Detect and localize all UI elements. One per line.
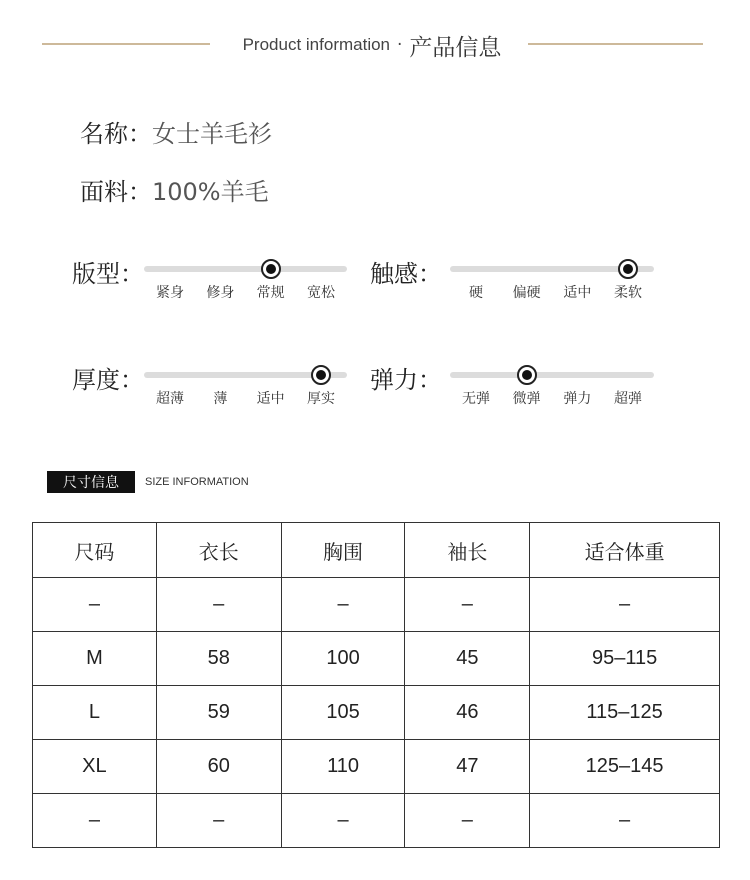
table-cell: 59 (156, 686, 281, 740)
slider-fit-option: 宽松 (307, 285, 335, 301)
table-row (33, 794, 720, 848)
header-rule-left (42, 43, 210, 45)
table-cell: 45 (405, 632, 530, 686)
size-table-header-row (33, 523, 720, 578)
slider-elasticity-option: 微弹 (512, 391, 541, 407)
slider-feel-option: 柔软 (614, 285, 642, 301)
size-table-header: 适合体重 (530, 523, 720, 578)
fabric-row (80, 172, 269, 207)
section-header (0, 28, 750, 68)
table-cell: L (33, 686, 157, 740)
slider-thickness (72, 360, 362, 420)
table-cell: – (156, 578, 281, 632)
product-name-row (80, 114, 272, 149)
slider-thickness-label: 厚度： (72, 366, 144, 394)
size-title-cn: 尺寸信息 (47, 471, 135, 493)
table-cell: 47 (405, 740, 530, 794)
slider-thickness-option: 厚实 (307, 391, 335, 407)
size-table-header: 胸围 (281, 523, 405, 578)
table-row (33, 632, 720, 686)
product-name-value: 女士羊毛衫 (152, 120, 272, 148)
header-title-cn: 产品信息 (409, 34, 502, 61)
table-cell: 115–125 (530, 686, 720, 740)
fabric-label: 面料： (80, 178, 152, 206)
table-cell: – (281, 578, 405, 632)
size-table-header: 衣长 (156, 523, 281, 578)
slider-thickness-option: 薄 (213, 391, 228, 407)
slider-thickness-option: 超薄 (156, 391, 184, 407)
slider-elasticity-option: 超弹 (614, 391, 642, 407)
table-cell: – (281, 794, 405, 848)
slider-fit (72, 254, 362, 314)
table-row (33, 578, 720, 632)
slider-fit-knob (261, 259, 281, 279)
header-dot: · (397, 35, 403, 55)
slider-fit-label: 版型： (72, 260, 144, 288)
size-table-header: 尺码 (33, 523, 157, 578)
slider-feel-knob (618, 259, 638, 279)
slider-elasticity-option: 弹力 (563, 391, 592, 407)
table-cell: 46 (405, 686, 530, 740)
size-section-title (47, 471, 249, 493)
slider-feel-option: 适中 (563, 285, 592, 301)
table-cell: M (33, 632, 157, 686)
slider-feel-option: 偏硬 (512, 285, 541, 301)
slider-fit-option: 紧身 (156, 285, 184, 301)
size-table-header: 袖长 (405, 523, 530, 578)
table-cell: 60 (156, 740, 281, 794)
table-cell: 105 (281, 686, 405, 740)
table-cell: 110 (281, 740, 405, 794)
slider-elasticity-track (450, 372, 654, 378)
slider-elasticity-option: 无弹 (462, 391, 490, 407)
slider-elasticity (370, 360, 660, 420)
slider-thickness-option: 适中 (256, 391, 285, 407)
header-rule-right (528, 43, 703, 45)
slider-elasticity-label: 弹力： (370, 366, 442, 394)
table-cell: XL (33, 740, 157, 794)
table-cell: 95–115 (530, 632, 720, 686)
slider-fit-option: 修身 (206, 285, 235, 301)
slider-elasticity-knob (517, 365, 537, 385)
table-cell: – (530, 578, 720, 632)
table-row (33, 686, 720, 740)
table-cell: 100 (281, 632, 405, 686)
table-cell: 58 (156, 632, 281, 686)
table-cell: 125–145 (530, 740, 720, 794)
slider-feel-label: 触感： (370, 260, 442, 288)
header-title-en: Product information (242, 35, 390, 54)
slider-fit-option: 常规 (256, 285, 285, 301)
fabric-value: 100%羊毛 (152, 178, 269, 206)
slider-fit-track (144, 266, 347, 272)
product-name-label: 名称： (80, 120, 152, 148)
table-cell: – (530, 794, 720, 848)
slider-thickness-knob (311, 365, 331, 385)
table-cell: – (156, 794, 281, 848)
header-title (222, 28, 522, 62)
slider-feel (370, 254, 660, 314)
size-title-en: SIZE INFORMATION (145, 476, 249, 488)
table-cell: – (33, 578, 157, 632)
slider-feel-option: 硬 (469, 285, 483, 301)
table-row (33, 740, 720, 794)
table-cell: – (405, 578, 530, 632)
table-cell: – (405, 794, 530, 848)
table-cell: – (33, 794, 157, 848)
size-table (32, 522, 720, 848)
